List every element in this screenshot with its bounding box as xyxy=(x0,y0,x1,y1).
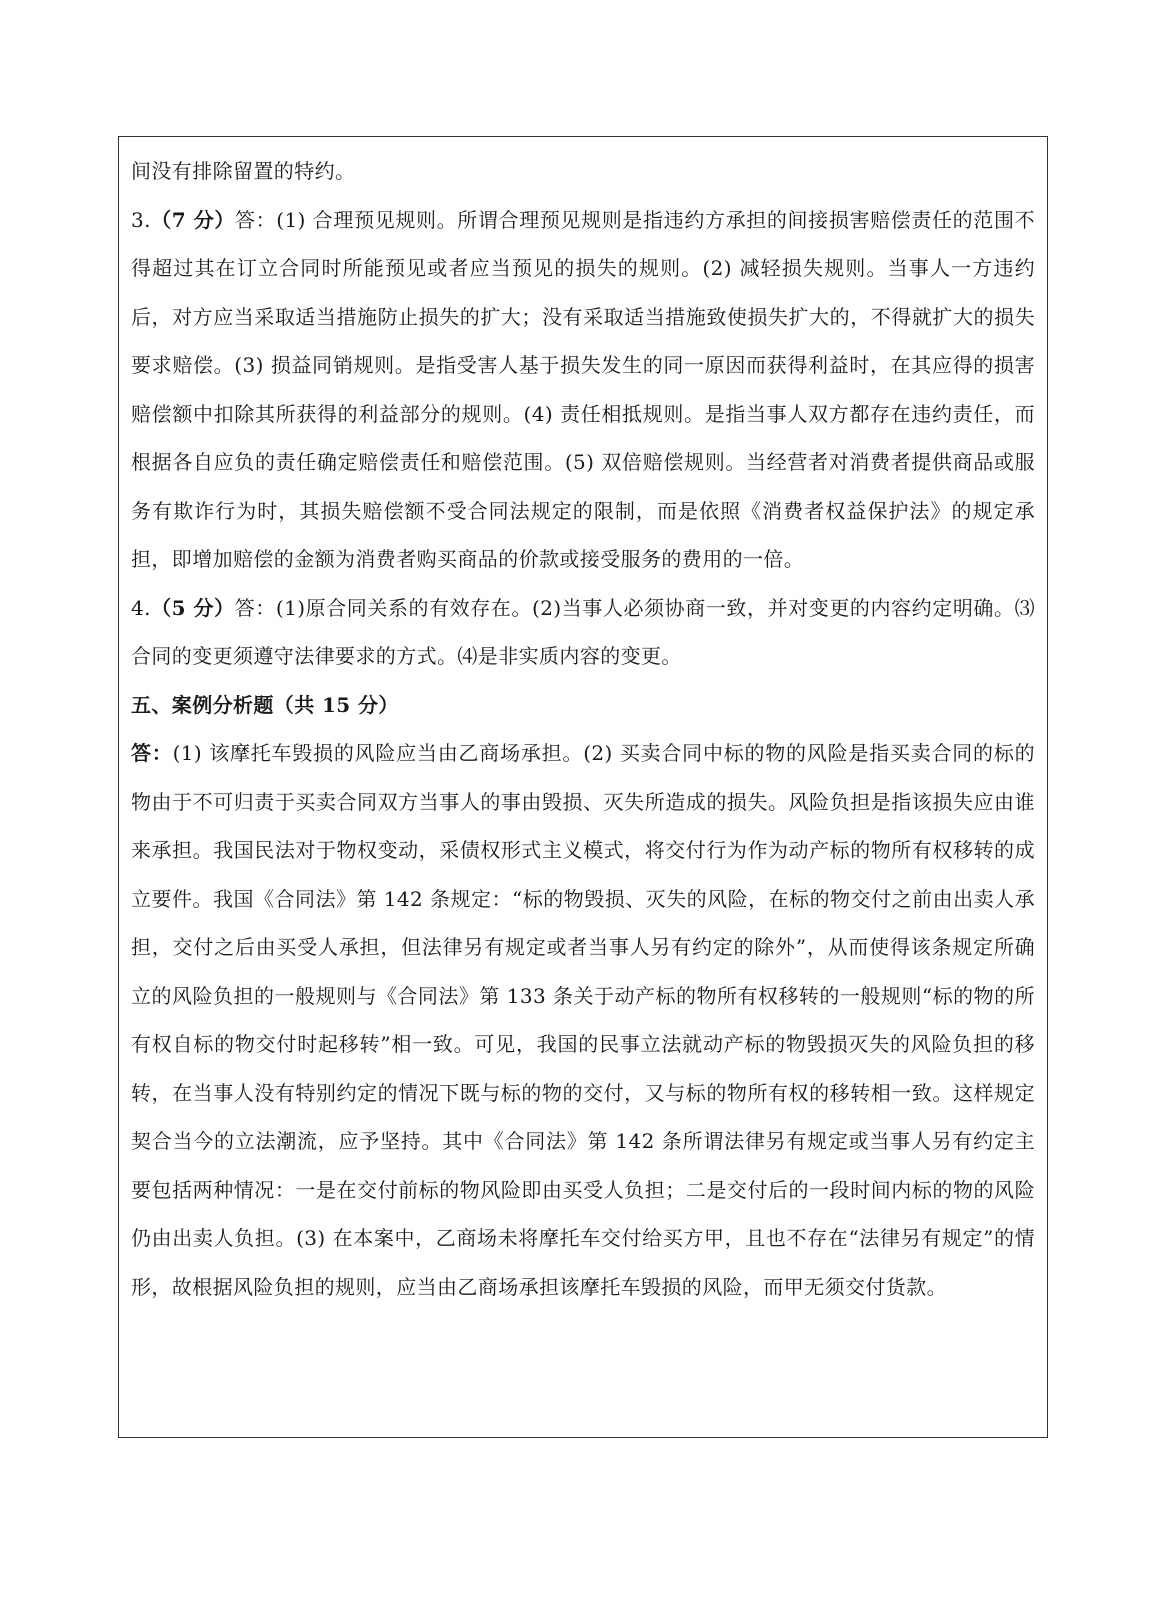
answer-box xyxy=(118,136,1048,1438)
question-3-score: （7 分） xyxy=(150,207,235,232)
question-3-number: 3. xyxy=(131,207,151,232)
question-4-text: 答：(1)原合同关系的有效存在。(2)当事人必须协商一致，并对变更的内容约定明确。⑶合同的变更须遵守法律要求的方式。⑷是非实质内容的变更。 xyxy=(131,595,1035,668)
continuation-line: 间没有排除留置的特约。 xyxy=(131,159,356,183)
question-3-answer xyxy=(131,196,1035,584)
question-4-number: 4. xyxy=(131,595,151,620)
continuation-text xyxy=(131,147,1035,196)
question-4-score: （5 分） xyxy=(150,595,235,620)
question-3-text: 答：(1) 合理预见规则。所谓合理预见规则是指违约方承担的间接损害赔偿责任的范围不得超过其在订立合同时所能预见或者应当预见的损失的规则。(2) 减轻损失规则。当事人一方违约后，对方应当采取适当措施防止损失的扩大；没有采取适当措施致使损失扩大的，不得就扩大的损失要求赔偿。(3) 损益同销规则。是指受害人基于损失发生的同一原因而获得利益时，在其应得的损害赔偿额中扣除其所获得的利益部分的规则。(4) 责任相抵规则。是指当事人双方都存在违约责任，而根据各自应负的责任确定赔偿责任和赔偿范围。(5) 双倍赔偿规则。当经营者对消费者提供商品或服务有欺诈行为时，其损失赔偿额不受合同法规定的限制，而是依照《消费者权益保护法》的规定承担，即增加赔偿的金额为消费者购买商品的价款或接受服务的费用的一倍。 xyxy=(131,207,1035,571)
section-5-text: (1) 该摩托车毁损的风险应当由乙商场承担。(2) 买卖合同中标的物的风险是指买卖合同的标的物由于不可归责于买卖合同双方当事人的事由毁损、灭失所造成的损失。风险负担是指该损失应由谁来承担。我国民法对于物权变动，采债权形式主义模式，将交付行为作为动产标的物所有权移转的成立要件。我国《合同法》第 142 条规定：“标的物毁损、灭失的风险，在标的物交付之前由出卖人承担，交付之后由买受人承担，但法律另有规定或者当事人另有约定的除外”，从而使得该条规定所确立的风险负担的一般规则与《合同法》第 133 条关于动产标的物所有权移转的一般规则“标的物的所有权自标的物交付时起移转”相一致。可见，我国的民事立法就动产标的物毁损灭失的风险负担的移转，在当事人没有特别约定的情况下既与标的物的交付，又与标的物所有权的移转相一致。这样规定契合当今的立法潮流，应予坚持。其中《合同法》第 142 条所谓法律另有规定或当事人另有约定主要包括两种情况：一是在交付前标的物风险即由买受人负担；二是交付后的一段时间内标的物的风险仍由出卖人负担。(3) 在本案中，乙商场未将摩托车交付给买方甲，且也不存在“法律另有规定”的情形，故根据风险负担的规则，应当由乙商场承担该摩托车毁损的风险，而甲无须交付货款。 xyxy=(131,741,1035,1299)
section-5-answer xyxy=(131,729,1035,1311)
section-5-heading: 五、案例分析题（共 15 分） xyxy=(131,692,399,717)
section-5-answer-label: 答： xyxy=(131,741,173,765)
question-4-answer xyxy=(131,584,1035,681)
